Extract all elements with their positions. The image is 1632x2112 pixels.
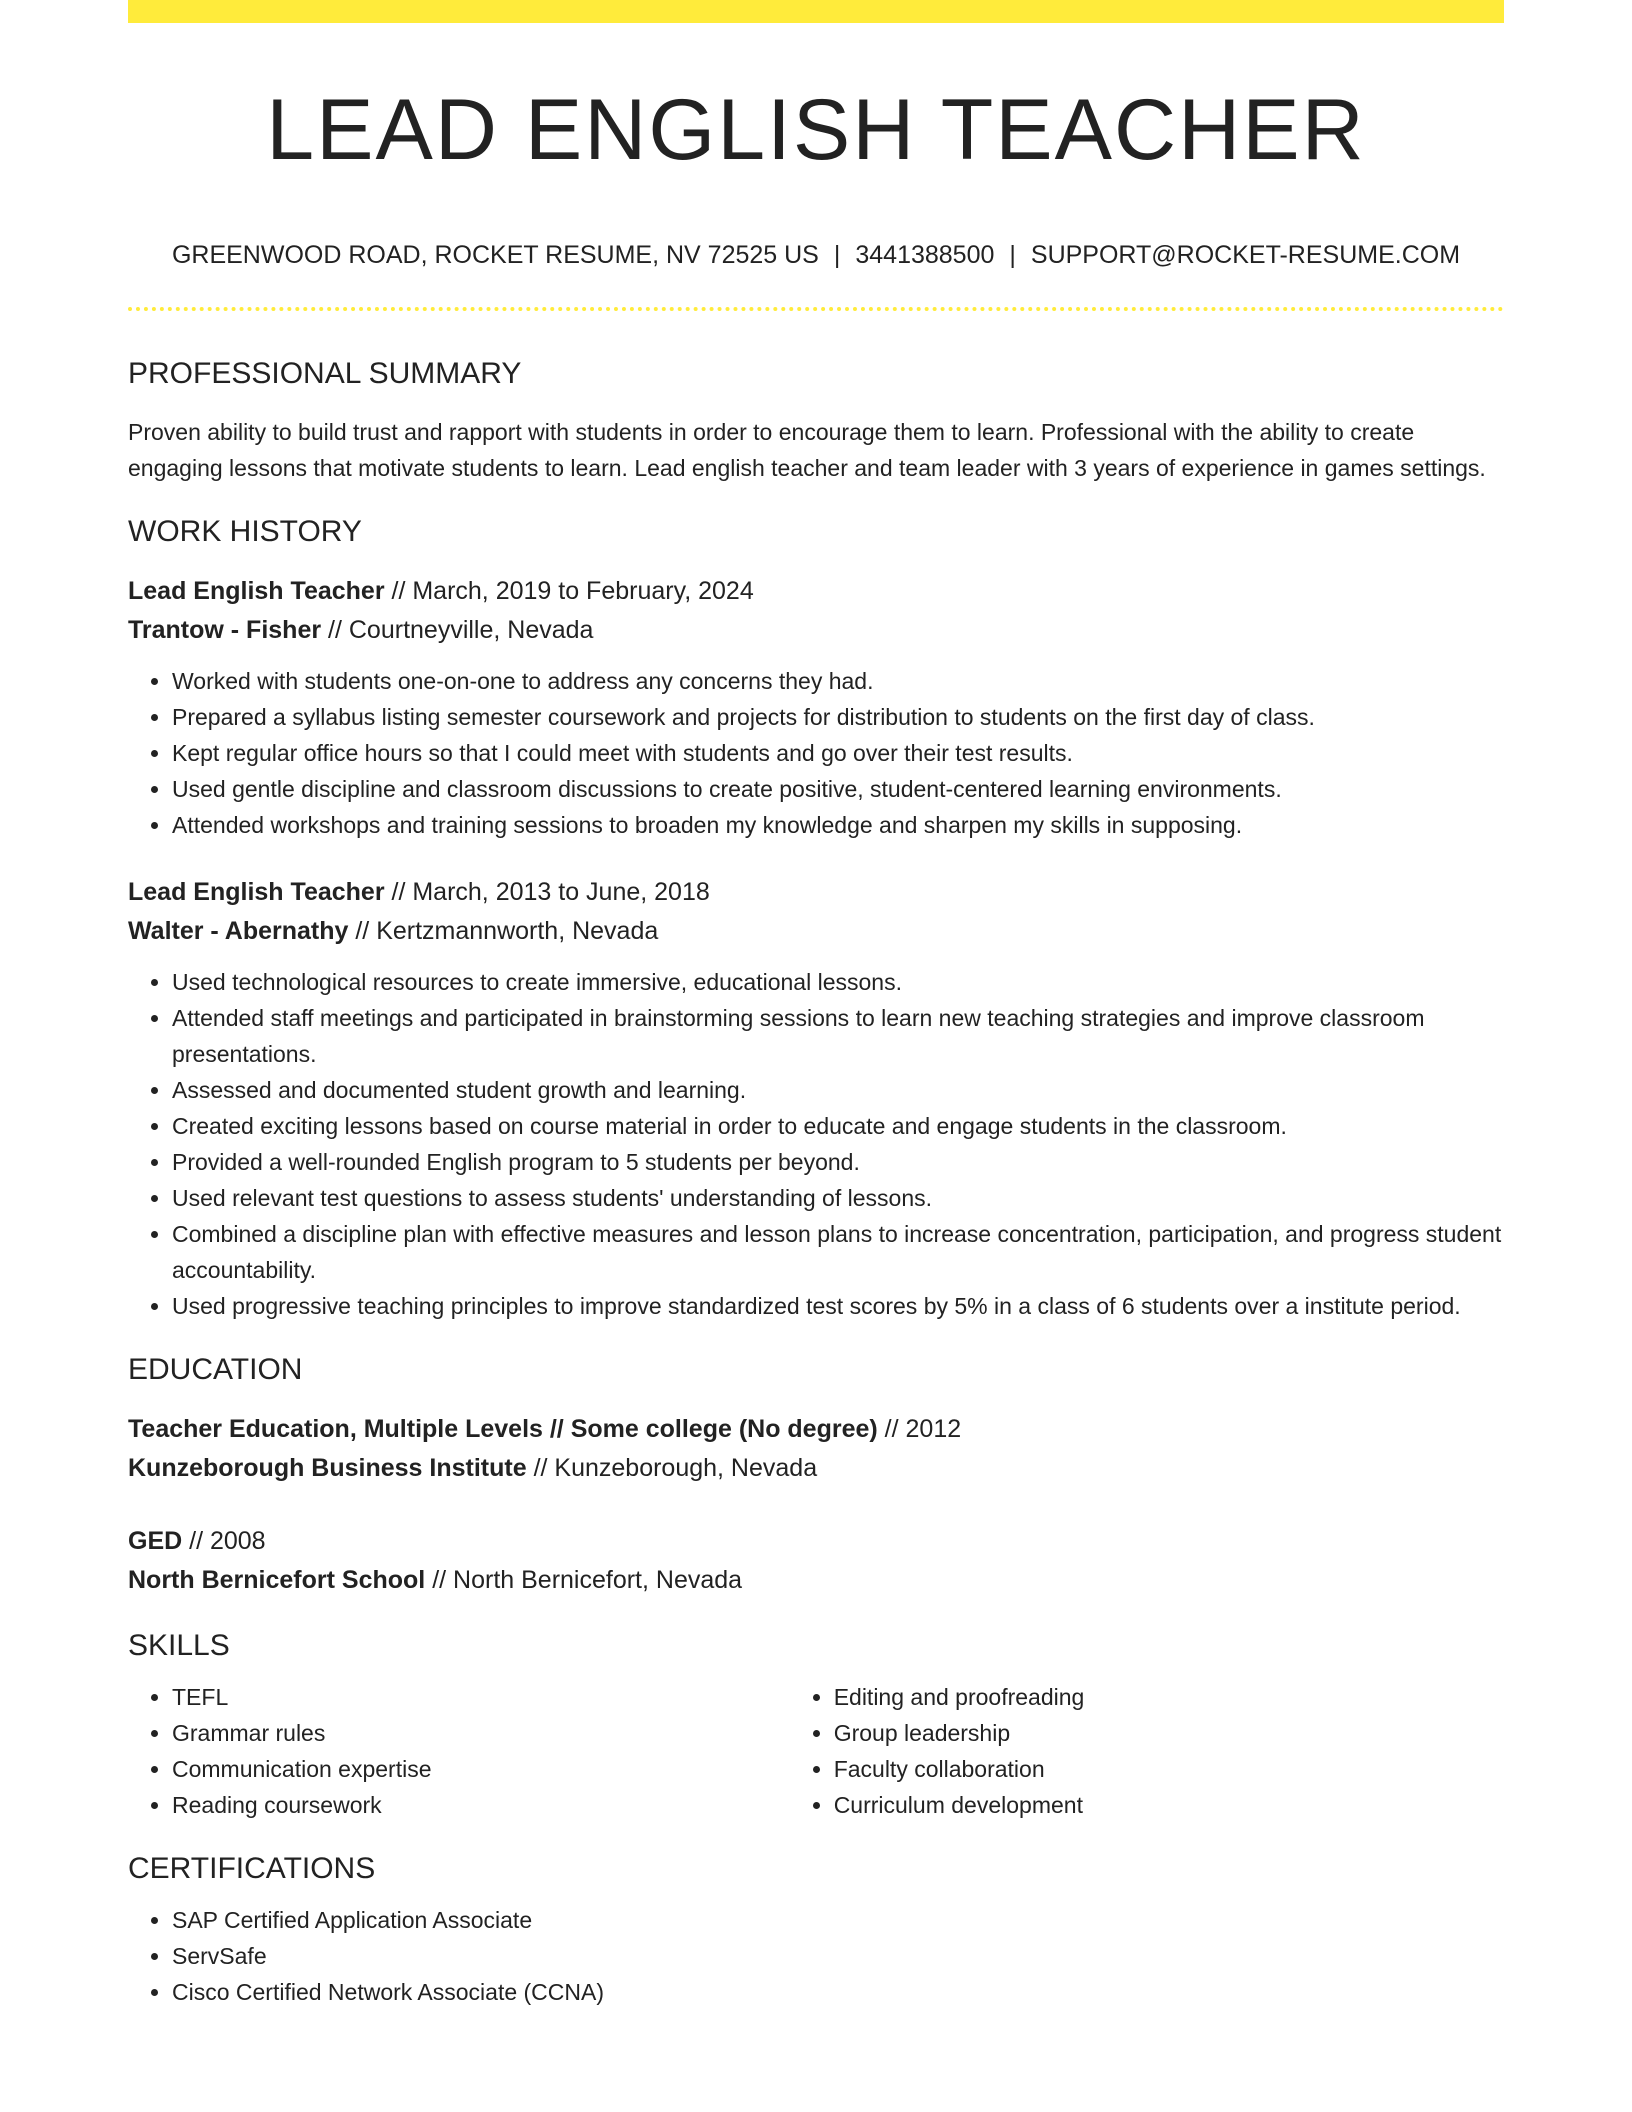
list-item: • Kept regular office hours so that I could meet with students and go over their test results. [172, 735, 1504, 771]
education-year: // 2008 [182, 1527, 266, 1555]
contact-separator: | [1009, 241, 1016, 269]
list-item: • Assessed and documented student growth and learning. [172, 1072, 1504, 1108]
job-location: // Kertzmannworth, Nevada [348, 917, 659, 945]
education-school-line [128, 1561, 1504, 1600]
job-company: Walter - Abernathy [128, 917, 349, 945]
list-item: • Attended staff meetings and participated in brainstorming sessions to learn new teaching strategies and improve classroom presentations. [172, 1000, 1504, 1072]
list-item: • Provided a well-rounded English program to 5 students per beyond. [172, 1144, 1504, 1180]
certifications-list [128, 1902, 1504, 2010]
section-heading-certifications: CERTIFICATIONS [128, 1852, 376, 1885]
list-item: • Cisco Certified Network Associate (CCNA) [172, 1974, 1504, 2010]
job-bullets [128, 964, 1504, 1324]
job-dates: // March, 2019 to February, 2024 [384, 577, 754, 605]
list-item: • Reading coursework [172, 1787, 790, 1823]
job-title-line [128, 572, 1504, 611]
education-degree-line [128, 1410, 1504, 1449]
skills-list-left [128, 1679, 790, 1823]
list-item: • ServSafe [172, 1938, 1504, 1974]
list-item: • TEFL [172, 1679, 790, 1715]
list-item: • Used progressive teaching principles to improve standardized test scores by 5% in a class of 6 students over a institute period. [172, 1288, 1504, 1324]
job-entry [128, 572, 1504, 843]
list-item: • Created exciting lessons based on course material in order to educate and engage students in the classroom. [172, 1108, 1504, 1144]
education-school: North Bernicefort School [128, 1566, 426, 1594]
section-heading-education: EDUCATION [128, 1353, 303, 1386]
page-title: LEAD ENGLISH TEACHER [266, 82, 1366, 178]
list-item: • Attended workshops and training sessions to broaden my knowledge and sharpen my skills in supposing. [172, 807, 1504, 843]
contact-separator: | [833, 241, 841, 269]
contact-address: GREENWOOD ROAD, ROCKET RESUME, NV 72525 US [171, 241, 819, 269]
list-item: • Prepared a syllabus listing semester coursework and projects for distribution to students on the first day of class. [172, 699, 1504, 735]
section-heading-work-history: WORK HISTORY [128, 515, 362, 548]
list-item: • Curriculum development [834, 1787, 1504, 1823]
education-year: // 2012 [877, 1415, 962, 1443]
job-company: Trantow - Fisher [128, 616, 322, 644]
job-bullets [128, 663, 1504, 843]
list-item: • Editing and proofreading [834, 1679, 1504, 1715]
list-item: • SAP Certified Application Associate [172, 1902, 1504, 1938]
list-item: • Grammar rules [172, 1715, 790, 1751]
summary-text: Proven ability to build trust and rapport with students in order to encourage them to learn. Professional with the ability to create engaging lessons that motivate students to learn. Lead english teacher and team leader with 3 years of experience in games settings. [128, 419, 1486, 481]
education-location: // Kunzeborough, Nevada [526, 1454, 818, 1482]
education-school: Kunzeborough Business Institute [128, 1454, 527, 1482]
job-dates: // March, 2013 to June, 2018 [384, 878, 710, 906]
education-degree-line [128, 1522, 1504, 1561]
education-location: // North Bernicefort, Nevada [425, 1566, 743, 1594]
job-location: // Courtneyville, Nevada [321, 616, 594, 644]
list-item: • Used relevant test questions to assess students' understanding of lessons. [172, 1180, 1504, 1216]
list-item: • Communication expertise [172, 1751, 790, 1787]
job-entry [128, 873, 1504, 1324]
education-school-line [128, 1449, 1504, 1488]
job-title: Lead English Teacher [128, 878, 385, 906]
contact-line [128, 237, 1504, 273]
education-entry [128, 1410, 1504, 1488]
top-accent-bar [128, 0, 1504, 23]
job-title: Lead English Teacher [128, 577, 385, 605]
job-company-line [128, 611, 1504, 650]
list-item: • Combined a discipline plan with effective measures and lesson plans to increase concentration, participation, and progress student accountability. [172, 1216, 1504, 1288]
dotted-divider [128, 307, 1504, 311]
list-item: • Used gentle discipline and classroom discussions to create positive, student-centered learning environments. [172, 771, 1504, 807]
education-degree: Teacher Education, Multiple Levels // Some college (No degree) [128, 1415, 878, 1443]
list-item: • Worked with students one-on-one to address any concerns they had. [172, 663, 1504, 699]
contact-phone: 3441388500 [855, 241, 995, 269]
job-title-line [128, 873, 1504, 912]
section-heading-skills: SKILLS [128, 1629, 230, 1662]
skills-list-right [790, 1679, 1504, 1823]
list-item: • Group leadership [834, 1715, 1504, 1751]
education-degree: GED [128, 1527, 183, 1555]
contact-email[interactable]: SUPPORT@ROCKET-RESUME.COM [1030, 241, 1461, 269]
skills-columns [128, 1679, 1504, 1823]
education-entry [128, 1522, 1504, 1600]
resume-content [128, 354, 1504, 2010]
list-item: • Used technological resources to create immersive, educational lessons. [172, 964, 1504, 1000]
list-item: • Faculty collaboration [834, 1751, 1504, 1787]
job-company-line [128, 912, 1504, 951]
section-heading-summary: PROFESSIONAL SUMMARY [128, 357, 522, 390]
